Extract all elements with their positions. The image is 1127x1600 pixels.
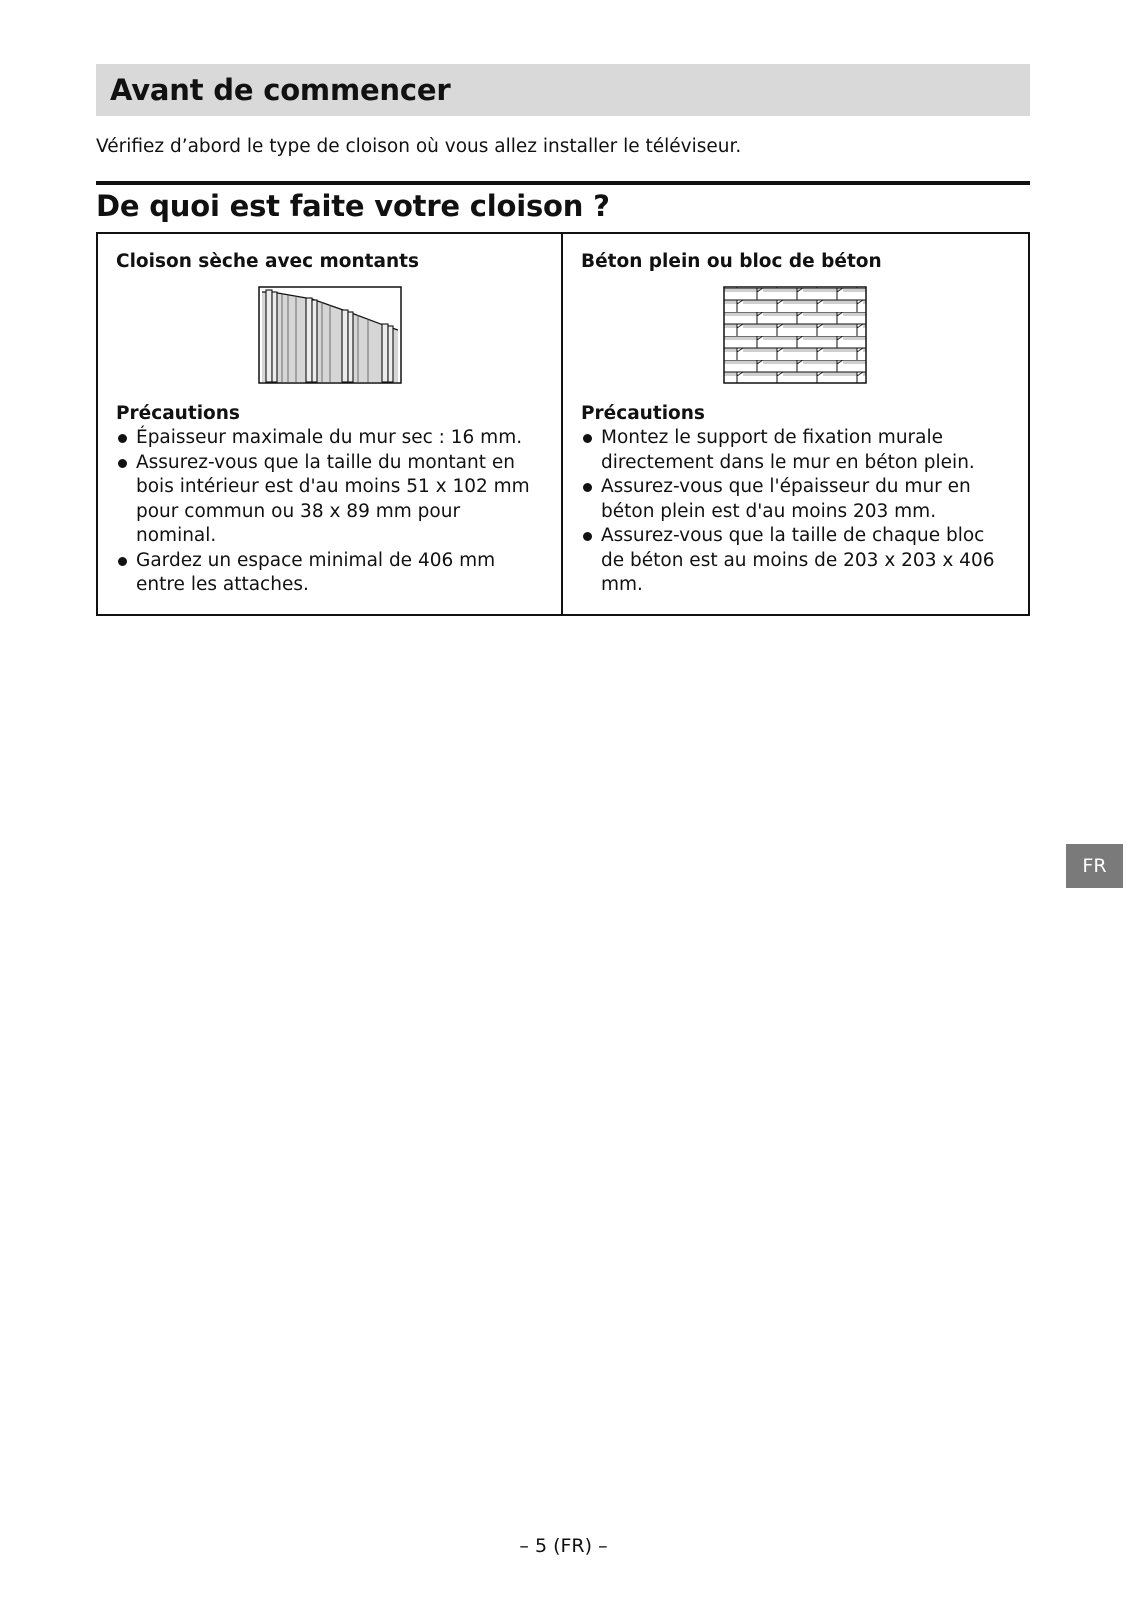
concrete-block-wall-illustration	[723, 286, 867, 384]
language-tab: FR	[1066, 844, 1123, 888]
intro-text: Vérifiez d’abord le type de cloison où vous allez installer le téléviseur.	[96, 136, 742, 157]
list-item: Gardez un espace minimal de 406 mm entre les attaches.	[116, 549, 536, 598]
drywall-column	[98, 234, 563, 614]
drywall-title: Cloison sèche avec montants	[116, 251, 419, 272]
list-item: Assurez-vous que la taille du montant en bois intérieur est d'au moins 51 x 102 mm pour commun ou 38 x 89 mm pour nominal.	[116, 451, 536, 549]
drywall-precautions-list	[116, 426, 536, 598]
list-item: Épaisseur maximale du mur sec : 16 mm.	[116, 426, 536, 451]
list-item: Assurez-vous que l'épaisseur du mur en béton plein est d'au moins 203 mm.	[581, 475, 1001, 524]
concrete-column	[563, 234, 1028, 614]
list-item: Assurez-vous que la taille de chaque bloc de béton est au moins de 203 x 203 x 406 mm.	[581, 524, 1001, 598]
section-title: Avant de commencer	[110, 73, 451, 107]
concrete-precautions-heading: Précautions	[581, 403, 705, 424]
drywall-precautions-heading: Précautions	[116, 403, 240, 424]
list-item: Montez le support de fixation murale directement dans le mur en béton plein.	[581, 426, 1001, 475]
heading-rule	[96, 181, 1030, 185]
wall-types-table	[96, 232, 1030, 616]
section-header-bar	[96, 64, 1030, 116]
concrete-precautions-list	[581, 426, 1001, 598]
concrete-title: Béton plein ou bloc de béton	[581, 251, 882, 272]
drywall-studs-illustration	[258, 286, 402, 384]
wall-type-heading: De quoi est faite votre cloison ?	[96, 189, 610, 223]
page-number: – 5 (FR) –	[519, 1535, 608, 1557]
